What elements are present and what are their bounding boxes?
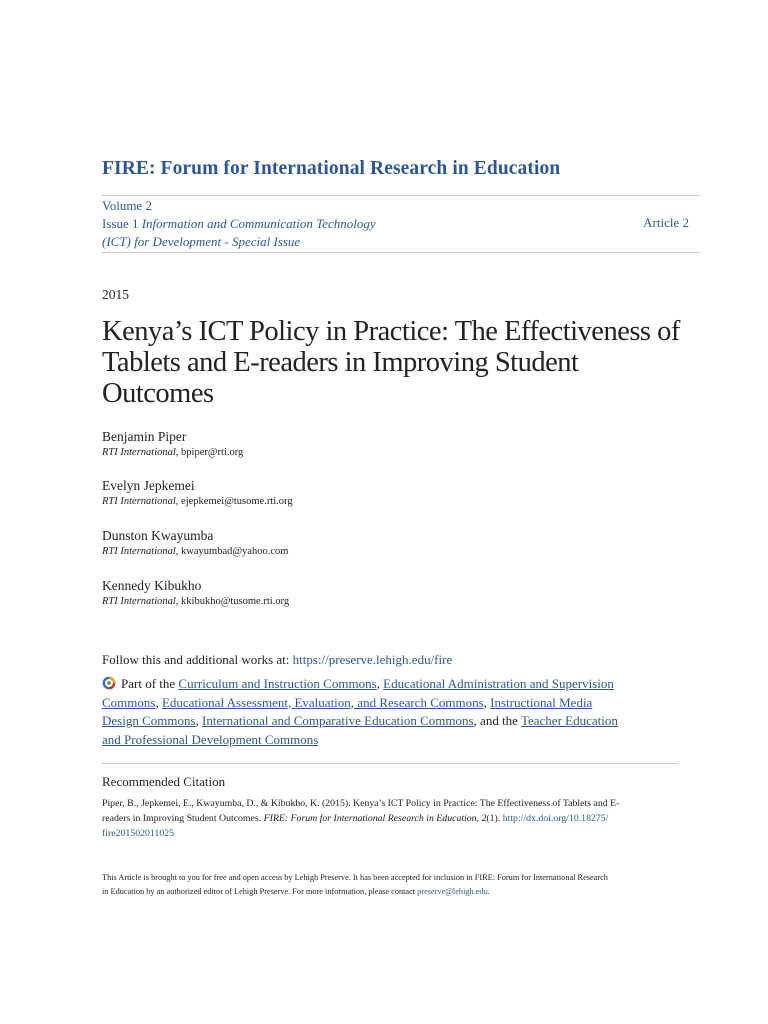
issue-title-cont[interactable]: (ICT) for Development - Special Issue: [102, 234, 301, 249]
author-entry: [102, 477, 293, 509]
part-of-commons: Part of the Curriculum and Instruction Commons, Educational Administration and Supervision Commons, Educational Assessment, Evaluation, and Research Commons, Instructional Media Design Commons, International and Comparative Education Commons, and the Teacher Education and Professional Development Commons: [102, 676, 618, 747]
issue-number[interactable]: Issue 1: [102, 216, 139, 231]
citation-heading: Recommended Citation: [102, 774, 226, 789]
repository-link[interactable]: https://preserve.lehigh.edu/fire: [292, 652, 453, 667]
divider: [102, 252, 700, 253]
commons-link[interactable]: International and Comparative Education Commons: [202, 713, 474, 728]
doi-link[interactable]: http://dx.doi.org/10.18275/: [502, 813, 609, 824]
volume-issue-block: [102, 197, 376, 251]
author-affiliation: RTI International, bpiper@rti.org: [102, 447, 244, 458]
article-number: Article 2: [643, 215, 689, 230]
doi-link-cont[interactable]: fire201502011025: [102, 828, 175, 839]
commons-link[interactable]: Curriculum and Instruction Commons: [178, 676, 377, 691]
author-entry: [102, 577, 289, 609]
article-title-line: Kenya’s ICT Policy in Practice: The Effectiveness of: [102, 316, 680, 347]
article-title-line: Outcomes: [102, 378, 214, 409]
commons-link[interactable]: Educational Assessment, Evaluation, and Research Commons: [161, 694, 484, 710]
network-commons-icon: [102, 676, 118, 690]
commons-link[interactable]: Design Commons: [102, 713, 196, 728]
contact-email-link[interactable]: preserve@lehigh.edu: [417, 887, 488, 896]
divider: [102, 195, 700, 196]
commons-link[interactable]: Teacher Education: [520, 713, 618, 728]
author-name: Evelyn Jepkemei: [102, 478, 195, 493]
article-title-line: Tablets and E-readers in Improving Student: [102, 347, 579, 378]
commons-link[interactable]: Commons: [102, 694, 156, 710]
author-name: Benjamin Piper: [102, 429, 187, 444]
author-entry: [102, 527, 288, 559]
author-entry: [102, 428, 243, 460]
divider: [102, 763, 678, 764]
citation-text: Piper, B., Jepkemei, E., Kwayumba, D., & Kibukho, K. (2015). Kenya’s ICT Policy in Practice: The Effectiveness of Tablets and E- readers in Improving Student Outcomes. FIRE: Forum for International Research in Education, 2(1). http://dx.doi.org/10.18275/ fire201502011025: [102, 798, 620, 839]
author-affiliation: RTI International, kkibukho@tusome.rti.org: [102, 596, 290, 607]
author-affiliation: RTI International, ejepkemei@tusome.rti.org: [102, 496, 293, 507]
commons-link[interactable]: Instructional Media: [490, 694, 593, 710]
issue-title[interactable]: Information and Communication Technology: [141, 216, 376, 231]
author-name: Kennedy Kibukho: [102, 578, 202, 593]
author-affiliation: RTI International, kwayumbad@yahoo.com: [102, 546, 289, 557]
journal-title[interactable]: FIRE: Forum for International Research in Education: [102, 158, 561, 179]
publication-year: 2015: [102, 287, 129, 302]
follow-line: [102, 652, 452, 668]
author-name: Dunston Kwayumba: [102, 528, 214, 543]
access-notice: This Article is brought to you for free and open access by Lehigh Preserve. It has been accepted for inclusion in FIRE: Forum for International Research in Education by an authorized editor of Lehigh Preserve. For more information, please contact preserve@lehigh.edu.: [102, 873, 608, 896]
commons-link[interactable]: and Professional Development Commons: [102, 731, 319, 747]
volume-link[interactable]: Volume 2: [102, 198, 152, 213]
article-title: [102, 316, 702, 409]
commons-link[interactable]: Educational Administration and Supervision: [383, 676, 614, 691]
follow-label: Follow this and additional works at:: [102, 652, 293, 667]
